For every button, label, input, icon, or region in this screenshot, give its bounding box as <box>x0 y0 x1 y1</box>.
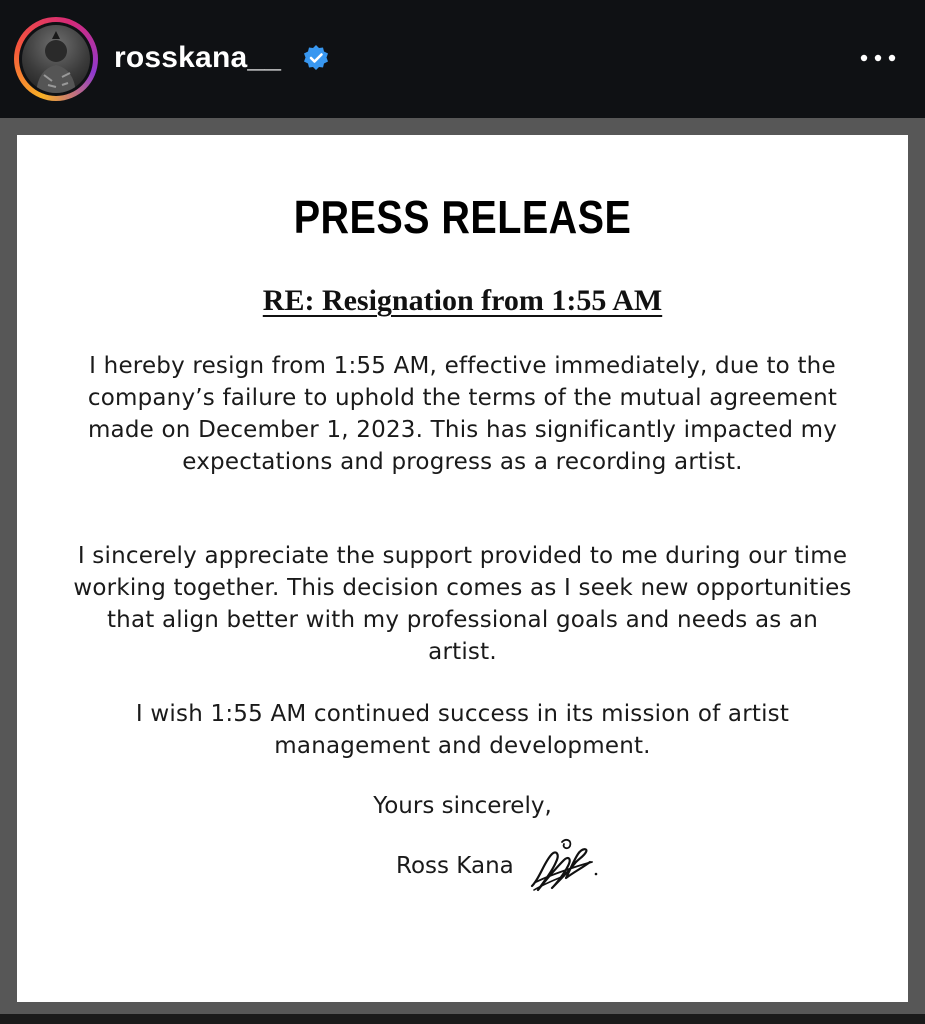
person-silhouette-icon <box>22 25 90 93</box>
bottom-edge <box>0 1014 925 1024</box>
closing-line: Yours sincerely, <box>373 793 552 819</box>
paragraph-1: I hereby resign from 1:55 AM, effective immediately, due to the company’s failure to uphold the terms of the mutual agreement made on December 1, 2023. This has significantly impacted my expectations and progress as a recording artist. <box>87 353 838 475</box>
paragraph-2: I sincerely appreciate the support provided to me during our time working together. This decision comes as I seek new opportunities that align better with my professional goals and needs as an artist. <box>73 543 852 665</box>
story-ring[interactable] <box>14 17 98 101</box>
more-horizontal-icon[interactable] <box>854 42 902 74</box>
avatar-image <box>22 25 90 93</box>
document-title: PRESS RELEASE <box>293 191 632 243</box>
post-header <box>0 0 925 118</box>
signature-icon <box>526 832 602 900</box>
username[interactable]: rosskana__ <box>114 41 282 74</box>
avatar[interactable] <box>19 22 93 96</box>
paragraph-3: I wish 1:55 AM continued success in its mission of artist management and development. <box>135 701 790 759</box>
subject-text: RE: Resignation from 1:55 AM <box>262 284 663 317</box>
document-subject <box>0 282 925 320</box>
signer-name: Ross Kana <box>396 853 514 879</box>
verified-badge-icon <box>302 44 330 72</box>
